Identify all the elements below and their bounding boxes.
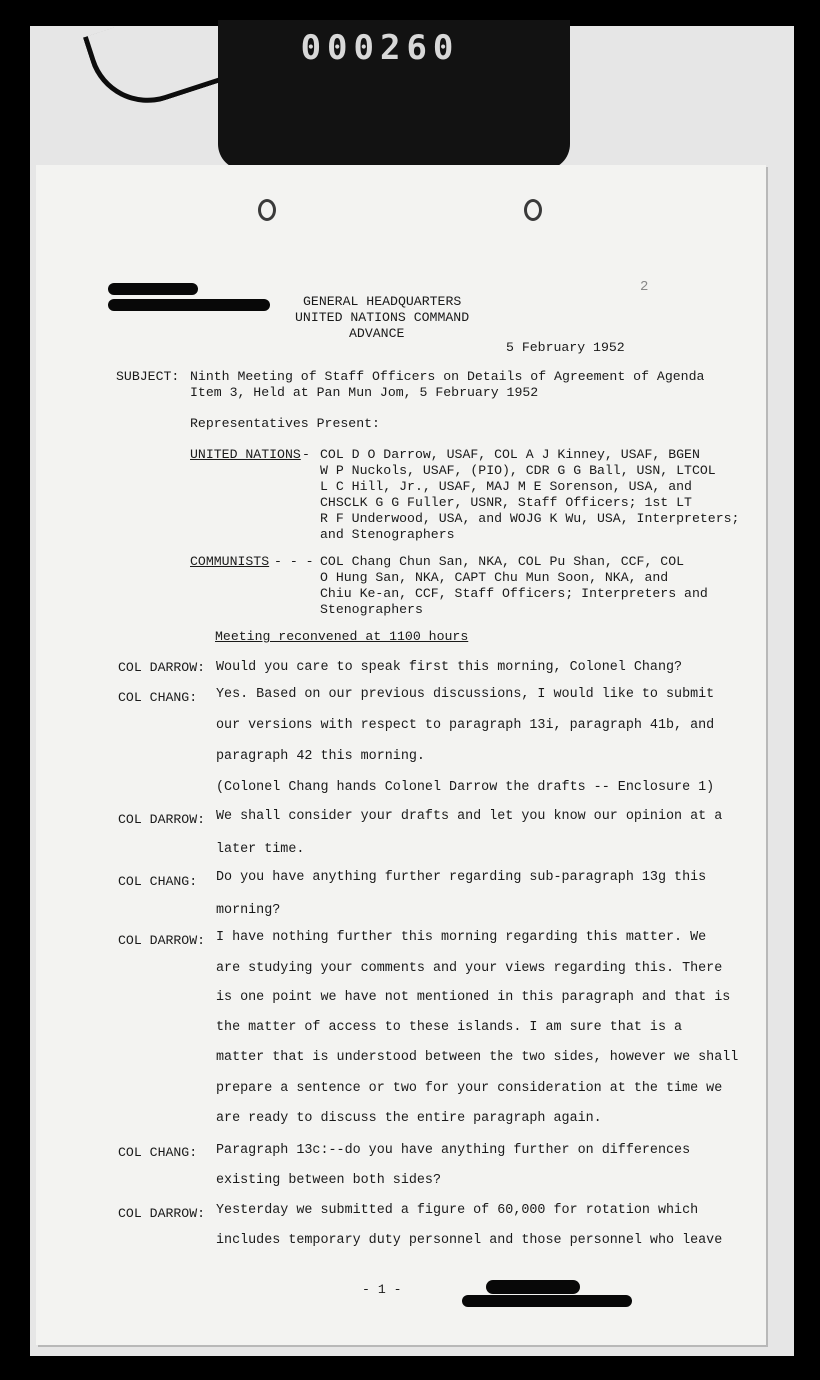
redaction-bar bbox=[108, 283, 198, 295]
header-line-1: GENERAL HEADQUARTERS bbox=[303, 294, 462, 309]
un-dash: - bbox=[302, 447, 310, 462]
redaction-bar bbox=[108, 299, 270, 311]
un-line: W P Nuckols, USAF, (PIO), CDR G G Ball, USN, LTCOL bbox=[320, 463, 716, 478]
transcript-line: morning? bbox=[216, 903, 281, 918]
un-line: COL D O Darrow, USAF, COL A J Kinney, USAF, BGEN bbox=[320, 447, 700, 462]
margin-mark: 2 bbox=[640, 279, 649, 295]
subject-label: SUBJECT: bbox=[116, 369, 180, 384]
communists-line: O Hung San, NKA, CAPT Chu Mun Soon, NKA, and bbox=[320, 570, 669, 585]
communists-line: Stenographers bbox=[320, 602, 423, 617]
transcript-line: includes temporary duty personnel and those personnel who leave bbox=[216, 1233, 723, 1248]
punch-hole-left bbox=[258, 199, 276, 221]
transcript-line: Yes. Based on our previous discussions, I would like to submit bbox=[216, 687, 715, 702]
speaker-label: COL CHANG: bbox=[118, 690, 198, 705]
transcript-line: are studying your comments and your views regarding this. There bbox=[216, 961, 723, 976]
speaker-label: COL DARROW: bbox=[118, 660, 206, 675]
transcript-line: existing between both sides? bbox=[216, 1173, 441, 1188]
communists-line: Chiu Ke-an, CCF, Staff Officers; Interpreters and bbox=[320, 586, 708, 601]
transcript-line: I have nothing further this morning regarding this matter. We bbox=[216, 930, 707, 945]
reconvened-heading: Meeting reconvened at 1100 hours bbox=[215, 629, 469, 644]
transcript-line: is one point we have not mentioned in this paragraph and that is bbox=[216, 990, 731, 1005]
un-line: R F Underwood, USA, and WOJG K Wu, USA, Interpreters; bbox=[320, 511, 740, 526]
transcript-line: Do you have anything further regarding sub-paragraph 13g this bbox=[216, 870, 707, 885]
transcript-line: We shall consider your drafts and let you know our opinion at a bbox=[216, 809, 723, 824]
transcript-line: Would you care to speak first this morning, Colonel Chang? bbox=[216, 660, 683, 675]
header-line-3: ADVANCE bbox=[349, 326, 405, 341]
transcript-line: Yesterday we submitted a figure of 60,000 for rotation which bbox=[216, 1203, 699, 1218]
un-line: L C Hill, Jr., USAF, MAJ M E Sorenson, USA, and bbox=[320, 479, 692, 494]
un-label: UNITED NATIONS bbox=[190, 447, 301, 462]
transcript-line: (Colonel Chang hands Colonel Darrow the drafts -- Enclosure 1) bbox=[216, 780, 715, 795]
transcript-line: are ready to discuss the entire paragraph again. bbox=[216, 1111, 602, 1126]
transcript-line: prepare a sentence or two for your consideration at the time we bbox=[216, 1081, 723, 1096]
transcript-line: later time. bbox=[216, 842, 305, 857]
subject-line-2: Item 3, Held at Pan Mun Jom, 5 February 1952 bbox=[190, 385, 539, 400]
communists-dash: - - - bbox=[274, 554, 314, 569]
communists-label: COMMUNISTS bbox=[190, 554, 270, 569]
un-line: CHSCLK G G Fuller, USNR, Staff Officers; 1st LT bbox=[320, 495, 692, 510]
speaker-label: COL DARROW: bbox=[118, 812, 206, 827]
transcript-line: the matter of access to these islands. I am sure that is a bbox=[216, 1020, 683, 1035]
speaker-label: COL CHANG: bbox=[118, 874, 198, 889]
speaker-label: COL CHANG: bbox=[118, 1145, 198, 1160]
transcript-line: Paragraph 13c:--do you have anything further on differences bbox=[216, 1143, 691, 1158]
document-date: 5 February 1952 bbox=[506, 340, 625, 355]
frame-counter: 000260 bbox=[300, 28, 460, 68]
representatives-heading: Representatives Present: bbox=[190, 416, 380, 431]
document-page bbox=[36, 165, 766, 1345]
subject-line-1: Ninth Meeting of Staff Officers on Details of Agreement of Agenda bbox=[190, 369, 705, 384]
header-line-2: UNITED NATIONS COMMAND bbox=[295, 310, 470, 325]
communists-line: COL Chang Chun San, NKA, COL Pu Shan, CCF, COL bbox=[320, 554, 685, 569]
redaction-bar bbox=[462, 1295, 632, 1307]
punch-hole-right bbox=[524, 199, 542, 221]
transcript-line: paragraph 42 this morning. bbox=[216, 749, 425, 764]
un-line: and Stenographers bbox=[320, 527, 455, 542]
speaker-label: COL DARROW: bbox=[118, 1206, 206, 1221]
redaction-bar bbox=[486, 1280, 580, 1294]
page-number: - 1 - bbox=[362, 1282, 402, 1297]
speaker-label: COL DARROW: bbox=[118, 933, 206, 948]
transcript-line: matter that is understood between the two sides, however we shall bbox=[216, 1050, 739, 1065]
transcript-line: our versions with respect to paragraph 13i, paragraph 41b, and bbox=[216, 718, 715, 733]
